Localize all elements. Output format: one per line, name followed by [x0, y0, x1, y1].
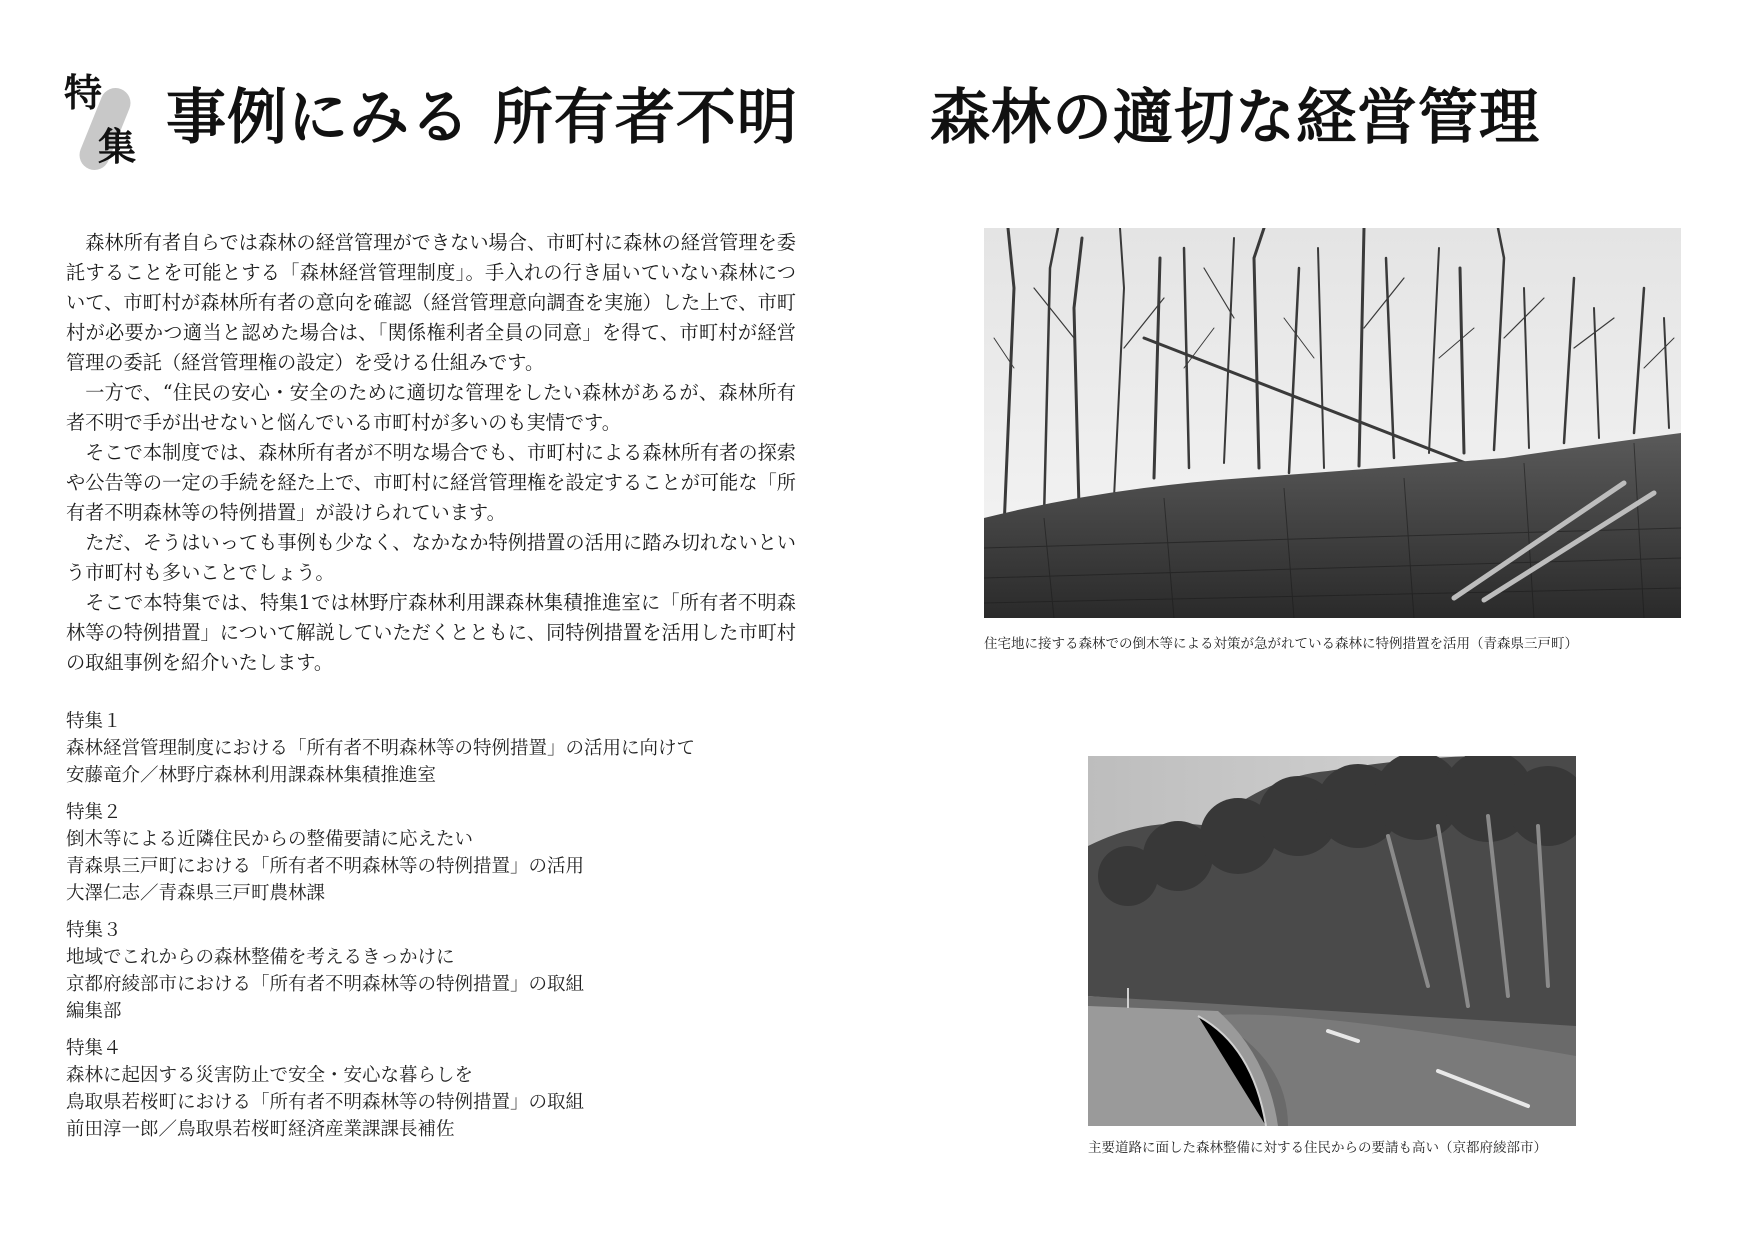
feature-list — [66, 708, 786, 1153]
feature-item-1 — [66, 708, 786, 789]
feature-title: 倒木等による近隣住民からの整備要請に応えたい — [66, 829, 474, 850]
photo-2-caption: 主要道路に面した森林整備に対する住民からの要請も高い（京都府綾部市） — [1088, 1140, 1547, 1156]
forest-photo-illustration — [984, 228, 1681, 618]
intro-paragraph: 森林所有者自らでは森林の経営管理ができない場合、市町村に森林の経営管理を委託することを可能とする「森林経営管理制度」。手入れの行き届いていない森林について、市町村が森林所有者の意向を確認（経営管理意向調査を実施）した上で、市町村が必要かつ適当と認めた場合は、「関係権利者全員の同意」を得て、市町村が経営管理の委託（経営管理権の設定）を受ける仕組みです。 — [66, 231, 796, 374]
feature-item-4 — [66, 1035, 786, 1143]
intro-text — [66, 228, 796, 678]
feature-subtitle: 鳥取県若桜町における「所有者不明森林等の特例措置」の取組 — [66, 1092, 585, 1113]
photo-1-caption: 住宅地に接する森林での倒木等による対策が急がれている森林に特例措置を活用（青森県三戸町） — [984, 636, 1578, 652]
feature-label: 特集３ — [66, 920, 122, 941]
feature-subtitle: 青森県三戸町における「所有者不明森林等の特例措置」の活用 — [66, 856, 585, 877]
intro-paragraph: そこで本特集では、特集1では林野庁森林利用課森林集積推進室に「所有者不明森林等の特例措置」について解説していただくとともに、同特例措置を活用した市町村の取組事例を紹介いたします。 — [66, 591, 796, 674]
photo-road-forest — [1088, 756, 1576, 1126]
feature-title: 森林に起因する災害防止で安全・安心な暮らしを — [66, 1065, 474, 1086]
intro-paragraph: そこで本制度では、森林所有者が不明な場合でも、市町村による森林所有者の探索や公告等の一定の手続を経た上で、市町村に経営管理権を設定することが可能な「所有者不明森林等の特例措置」が設けられています。 — [66, 441, 796, 524]
photo-fallen-trees-forest — [984, 228, 1681, 618]
feature-item-2 — [66, 799, 786, 907]
badge-char-toku: 特 — [64, 71, 103, 115]
badge-char-shu: 集 — [98, 125, 137, 169]
feature-label: 特集２ — [66, 802, 122, 823]
intro-paragraph: 一方で、“住民の安心・安全のために適切な管理をしたい森林があるが、森林所有者不明で手が出せないと悩んでいる市町村が多いのも実情です。 — [66, 381, 796, 434]
feature-author: 前田淳一郎／鳥取県若桜町経済産業課課長補佐 — [66, 1119, 455, 1140]
feature-badge — [60, 68, 150, 180]
feature-title: 地域でこれからの森林整備を考えるきっかけに — [66, 947, 455, 968]
feature-subtitle: 京都府綾部市における「所有者不明森林等の特例措置」の取組 — [66, 974, 585, 995]
page-title-part1: 事例にみる 所有者不明 — [166, 83, 798, 153]
feature-item-3 — [66, 917, 786, 1025]
road-photo-illustration — [1088, 756, 1576, 1126]
feature-label: 特集１ — [66, 711, 122, 732]
feature-author: 大澤仁志／青森県三戸町農林課 — [66, 883, 326, 904]
feature-label: 特集４ — [66, 1038, 122, 1059]
feature-author: 編集部 — [66, 1001, 122, 1022]
intro-paragraph: ただ、そうはいっても事例も少なく、なかなか特例措置の活用に踏み切れないという市町村も多いことでしょう。 — [66, 531, 796, 584]
page-title-part2: 森林の適切な経営管理 — [930, 83, 1540, 153]
feature-author: 安藤竜介／林野庁森林利用課森林集積推進室 — [66, 765, 437, 786]
feature-title: 森林経営管理制度における「所有者不明森林等の特例措置」の活用に向けて — [66, 738, 696, 759]
